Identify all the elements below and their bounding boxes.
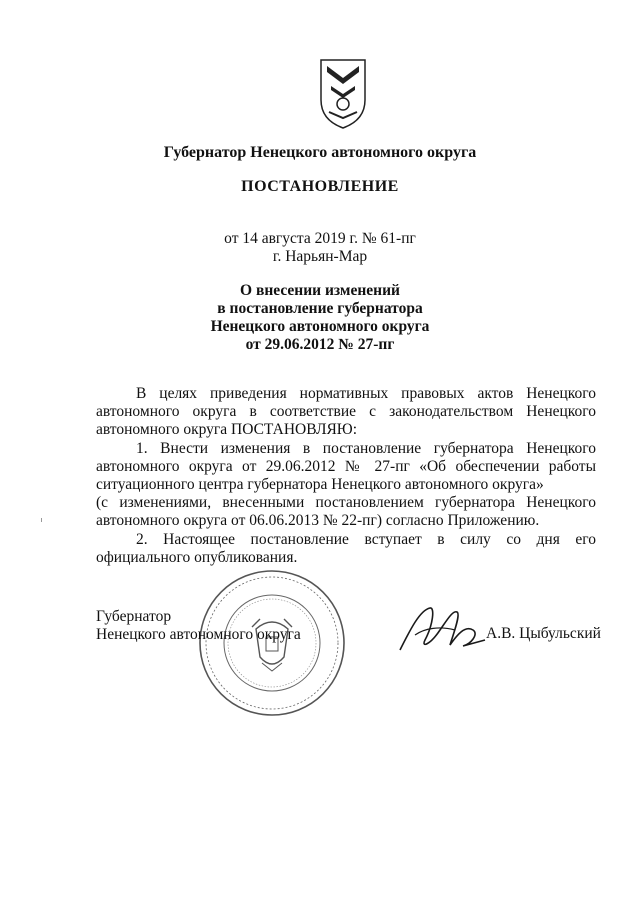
body-paragraph: 1. Внести изменения в постановление губернатора Ненецкого автономного округа от 29.06.2012 № 27-пг «Об обеспечении работы ситуационного центра губернатора Ненецкого автономного округа» (96, 439, 596, 494)
position-line: Ненецкого автономного округа (96, 626, 301, 644)
position-line: Губернатор (96, 608, 172, 625)
signatory-name: А.В. Цыбульский (486, 625, 601, 642)
subject-line: О внесении изменений (240, 282, 400, 299)
body-paragraph-continuation: (с изменениями, внесенными постановлением губернатора Ненецкого автономного округа от 06.06.2013 № 22-пг) согласно Приложению. (96, 494, 596, 530)
coat-of-arms-icon (317, 56, 369, 130)
signatory-position (96, 608, 301, 644)
organization-title: Губернатор Ненецкого автономного округа (163, 144, 477, 161)
body-paragraph: 2. Настоящее постановление вступает в силу со дня его официального опубликования. (96, 530, 596, 566)
subject-line: Ненецкого автономного округа (210, 318, 430, 335)
document-body (96, 385, 596, 567)
document-subject (0, 282, 640, 354)
document-city: г. Нарьян-Мар (272, 248, 368, 265)
margin-mark (41, 518, 42, 522)
body-paragraph: В целях приведения нормативных правовых актов Ненецкого автономного округа в соответствие с законодательством Ненецкого автономного округа ПОСТАНОВЛЯЮ: (96, 385, 596, 439)
subject-line: в постановление губернатора (217, 300, 423, 317)
handwritten-signature-icon (395, 600, 490, 660)
document-type: ПОСТАНОВЛЕНИЕ (241, 178, 399, 195)
subject-line: от 29.06.2012 № 27-пг (245, 336, 395, 353)
document-date-number: от 14 августа 2019 г. № 61-пг (224, 230, 416, 247)
